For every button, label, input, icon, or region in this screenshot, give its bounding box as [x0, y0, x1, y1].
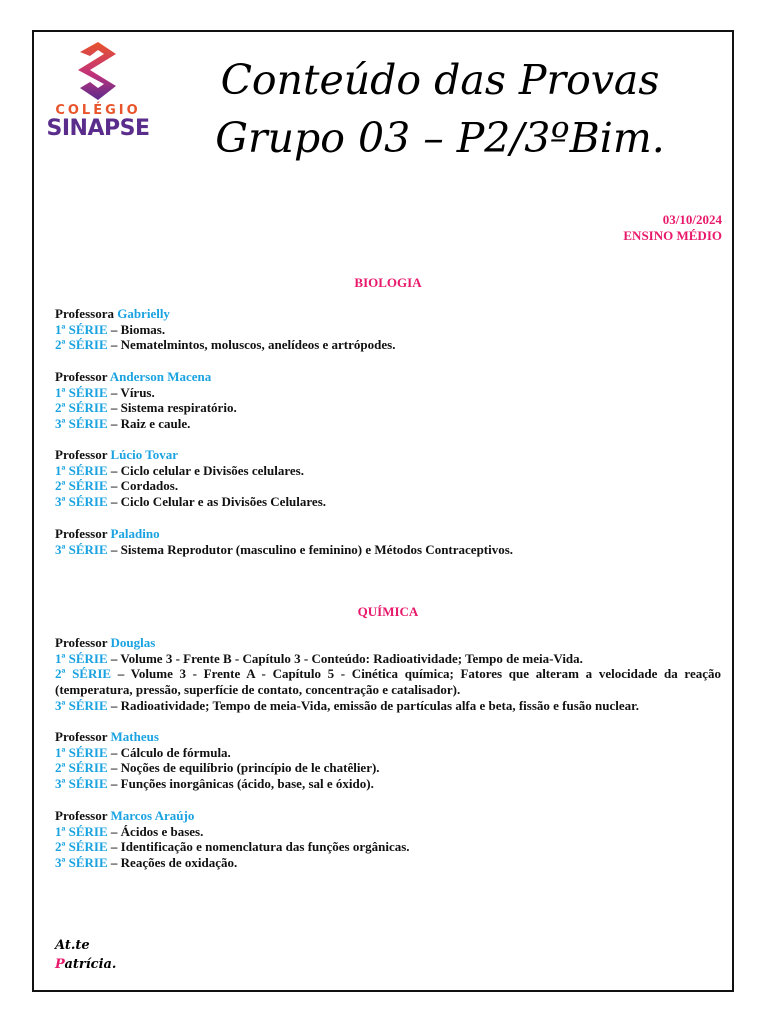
serie-line	[55, 385, 721, 401]
serie-line	[55, 542, 721, 558]
teacher-prefix: Professor	[55, 729, 111, 744]
teacher-block	[55, 808, 721, 871]
school-logo	[42, 40, 157, 150]
serie-label: 2ª SÉRIE	[55, 760, 108, 776]
serie-label: 2ª SÉRIE	[55, 337, 108, 353]
teacher-block	[55, 526, 721, 557]
teacher-line	[55, 447, 721, 463]
serie-label: 1ª SÉRIE	[55, 650, 108, 666]
teacher-name: Gabrielly	[117, 306, 170, 321]
serie-line	[55, 855, 721, 871]
serie-label: 3ª SÉRIE	[55, 416, 108, 432]
level-text: ENSINO MÉDIO	[623, 228, 722, 243]
serie-content: – Identificação e nomenclatura das funções orgânicas.	[107, 839, 410, 855]
teacher-prefix: Professor	[55, 447, 111, 462]
teacher-prefix: Professor	[55, 526, 111, 541]
serie-line	[55, 666, 721, 697]
date-block	[623, 212, 722, 244]
teacher-prefix: Professor	[55, 808, 111, 823]
serie-content: – Volume 3 - Frente A - Capítulo 5 - Cinética química; Fatores que alteram a velocidade da reação (temperatura, pressão, superfície de contato, concentração e catalisador).	[55, 666, 721, 698]
date-text: 03/10/2024	[662, 212, 722, 227]
serie-label: 2ª SÉRIE	[55, 478, 108, 494]
serie-label: 3ª SÉRIE	[55, 855, 108, 871]
serie-content: – Cálculo de fórmula.	[107, 744, 231, 760]
serie-line	[55, 745, 721, 761]
section-title-biologia: BIOLOGIA	[354, 275, 422, 290]
serie-line	[55, 776, 721, 792]
serie-line	[55, 651, 721, 667]
serie-label: 1ª SÉRIE	[55, 384, 108, 400]
serie-content: – Funções inorgânicas (ácido, base, sal e óxido).	[107, 776, 374, 792]
serie-line	[55, 416, 721, 432]
serie-content: – Noções de equilíbrio (princípio de le chatêlier).	[107, 760, 380, 776]
teacher-line	[55, 306, 721, 322]
serie-line	[55, 400, 721, 416]
serie-line	[55, 478, 721, 494]
serie-label: 1ª SÉRIE	[55, 823, 108, 839]
signature	[55, 936, 116, 974]
logo-text-sinapse: SINAPSE	[46, 116, 150, 141]
teacher-name: Marcos Araújo	[110, 808, 195, 823]
teacher-block	[55, 306, 721, 353]
teacher-name: Douglas	[110, 635, 156, 650]
serie-content: – Sistema Reprodutor (masculino e feminino) e Métodos Contraceptivos.	[107, 541, 514, 557]
serie-content: – Nematelmintos, moluscos, anelídeos e artrópodes.	[107, 337, 396, 353]
serie-line	[55, 322, 721, 338]
serie-label: 3ª SÉRIE	[55, 697, 108, 713]
serie-content: – Ácidos e bases.	[107, 823, 204, 839]
serie-content: – Volume 3 - Frente B - Capítulo 3 - Conteúdo: Radioatividade; Tempo de meia-Vida.	[107, 650, 583, 666]
teacher-block	[55, 447, 721, 510]
serie-label: 3ª SÉRIE	[55, 494, 108, 510]
serie-line	[55, 839, 721, 855]
serie-label: 3ª SÉRIE	[55, 776, 108, 792]
serie-line	[55, 494, 721, 510]
section-title-quimica: QUÍMICA	[357, 604, 419, 619]
serie-content: – Sistema respiratório.	[107, 400, 237, 416]
serie-label: 2ª SÉRIE	[55, 400, 108, 416]
serie-content: – Raiz e caule.	[107, 416, 191, 432]
serie-label: 2ª SÉRIE	[55, 839, 108, 855]
serie-content: – Vírus.	[107, 384, 155, 400]
serie-label: 1ª SÉRIE	[55, 744, 108, 760]
logo-text-colegio: COLÉGIO	[55, 103, 141, 118]
page-title-line1: Conteúdo das Provas	[220, 56, 660, 104]
serie-content: – Cordados.	[107, 478, 179, 494]
teacher-name: Paladino	[110, 526, 160, 541]
teacher-line	[55, 635, 721, 651]
teacher-line	[55, 729, 721, 745]
serie-label: 3ª SÉRIE	[55, 541, 108, 557]
teacher-line	[55, 369, 721, 385]
page-title-line2: Grupo 03 – P2/3ºBim.	[215, 114, 665, 162]
serie-line	[55, 760, 721, 776]
serie-content: – Biomas.	[107, 321, 166, 337]
teacher-prefix: Professor	[55, 369, 110, 384]
serie-label: 2ª SÉRIE	[55, 666, 112, 682]
logo-s-icon	[42, 40, 154, 104]
signature-greeting: At.te	[55, 938, 90, 953]
teacher-block	[55, 369, 721, 432]
teacher-prefix: Professor	[55, 635, 111, 650]
teacher-name: Lúcio Tovar	[110, 447, 179, 462]
teacher-block	[55, 729, 721, 792]
serie-content: – Radioatividade; Tempo de meia-Vida, emissão de partículas alfa e beta, fissão e fusão nuclear.	[107, 697, 639, 713]
serie-content: – Ciclo Celular e as Divisões Celulares.	[107, 494, 327, 510]
teacher-prefix: Professora	[55, 306, 118, 321]
teacher-block	[55, 635, 721, 714]
serie-line	[55, 824, 721, 840]
teacher-line	[55, 808, 721, 824]
teacher-line	[55, 526, 721, 542]
serie-content: – Ciclo celular e Divisões celulares.	[107, 462, 304, 478]
signature-name	[55, 955, 116, 974]
serie-line	[55, 463, 721, 479]
signature-initial: P	[55, 957, 65, 972]
serie-line	[55, 698, 721, 714]
serie-label: 1ª SÉRIE	[55, 462, 108, 478]
serie-label: 1ª SÉRIE	[55, 321, 108, 337]
serie-content: – Reações de oxidação.	[107, 855, 238, 871]
serie-line	[55, 337, 721, 353]
teacher-name: Anderson Macena	[109, 369, 212, 384]
signature-rest: atrícia.	[64, 957, 117, 972]
teacher-name: Matheus	[110, 729, 159, 744]
